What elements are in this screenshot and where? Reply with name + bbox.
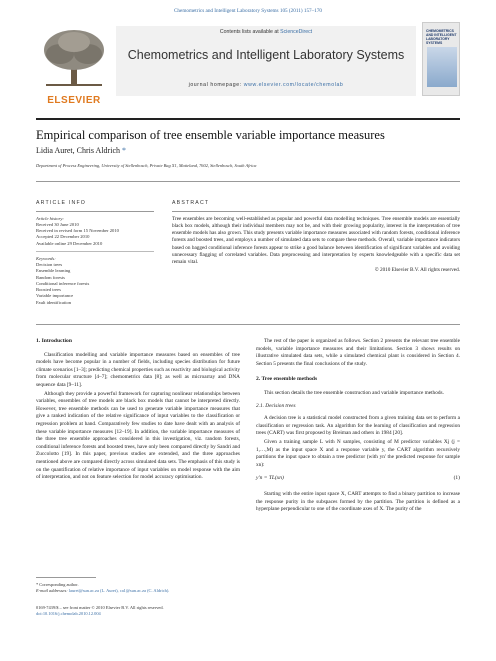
article-info-heading: ARTICLE INFO bbox=[36, 200, 87, 206]
history-item: Available online 29 December 2010 bbox=[36, 240, 103, 246]
copyright: © 2010 Elsevier B.V. All rights reserved. bbox=[374, 266, 460, 273]
keywords-label: Keywords: bbox=[36, 255, 56, 261]
abstract-text: Tree ensembles are becoming well-established as popular and powerful data modelling techniques. Tree ensemble models are essentially black box models, although their individual members may not be, and with their growing popularity, interest in the interpretation of tree ensemble models has also grown. This study presents variable importance measures associated with random forests, conditional inference forests and boosted trees, and employs a number of simulated data sets to compare these methods. Overall, variable importance indicators based on bagged conditional inference forests appear to strike a good balance between identification of significant variables and avoiding unnecessary flagging of correlated variables. Data preprocessing and interpretation by experts knowledgeable with a specific data set remain vital. bbox=[172, 215, 460, 266]
cover-title-line: LABORATORY bbox=[426, 37, 450, 41]
paragraph: Classification modelling and variable importance measures based on ensembles of tree models have become popular in a number of fields, including species distribution for future climate scenarios [1–3]; predicting chemical properties such as reactivity and biological activity from molecular structure [4–7]; chemometrics data [8]; as well as microarray and DNA sequence data [9–11]. bbox=[36, 351, 240, 388]
cover-title-line: CHEMOMETRICS bbox=[426, 29, 454, 33]
keyword: Fault identification bbox=[36, 299, 72, 305]
article-info bbox=[36, 200, 154, 306]
elsevier-tree-icon bbox=[40, 28, 108, 90]
cover-title-line: SYSTEMS bbox=[426, 41, 443, 45]
equation-body: y'n = TL(xn) bbox=[256, 475, 284, 482]
paragraph: The rest of the paper is organized as follows. Section 2 presents the relevant tree ensemble models, variable importance measures and their limitations. Section 3 shows results on illustrative simulated data sets, while a simulated chemical plant is considered in Section 4. Section 5 presents the final conclusions of the study. bbox=[256, 338, 460, 367]
paragraph: Starting with the entire input space X, CART attempts to find a binary partition to increase the response purity in the subspaces formed by the partition. The partition is defined as a hyperplane perpendicular to one of the coordinate axes of X. The purity of the bbox=[256, 490, 460, 513]
cover-image bbox=[427, 47, 457, 87]
email-label: E-mail addresses: bbox=[36, 588, 68, 593]
article-info-rule bbox=[36, 211, 154, 212]
journal-reference: Chemometrics and Intelligent Laboratory Systems 105 (2011) 157–170 bbox=[173, 8, 323, 14]
section-heading: 2. Tree ensemble methods bbox=[256, 376, 318, 383]
elsevier-logo bbox=[36, 22, 112, 106]
homepage-prefix: journal homepage: bbox=[188, 82, 244, 88]
journal-homepage bbox=[116, 82, 416, 88]
cover-title-line: AND INTELLIGENT bbox=[426, 33, 457, 37]
equation-1 bbox=[256, 475, 460, 483]
sciencedirect-link[interactable]: ScienceDirect bbox=[280, 29, 313, 35]
header-rule bbox=[36, 118, 460, 120]
article-title: Empirical comparison of tree ensemble variable importance measures bbox=[36, 128, 385, 142]
equation-number: (1) bbox=[453, 475, 460, 482]
keyword: Decision trees bbox=[36, 261, 63, 267]
section-heading: 1. Introduction bbox=[36, 338, 72, 344]
subsection-heading: 2.1. Decision trees bbox=[256, 402, 296, 409]
contents-prefix: Contents lists available at bbox=[219, 29, 281, 35]
keyword: Boosted trees bbox=[36, 287, 61, 293]
email-line bbox=[36, 588, 240, 594]
footnote-rule bbox=[36, 577, 96, 578]
history-item: Accepted 22 December 2010 bbox=[36, 234, 90, 240]
affiliation: Department of Process Engineering, University of Stellenbosch, Private Bag X1, Matieland, 7602, Stellenbosch, South Africa bbox=[36, 163, 257, 168]
keyword: Variable importance bbox=[36, 293, 74, 299]
keyword: Conditional inference forests bbox=[36, 280, 90, 286]
cover-title bbox=[426, 29, 458, 45]
body-left-column bbox=[36, 338, 240, 483]
abstract-rule bbox=[172, 211, 460, 212]
email-addresses[interactable]: lauret@sun.ac.za (L. Auret), ca1@sun.ac.za (C. Aldrich). bbox=[68, 588, 170, 593]
paragraph: Although they provide a powerful framework for capturing nonlinear relationships between variables, ensembles of tree models are black box models that cannot be interpreted directly. However, tree ensemble methods can be used to generate variable importance measures that give a ranked indication of the relative significance of input variables to the classification or regression problem at hand. Comparatively few studies to date have dealt with an analysis of these variable importance measures [12–19]. In addition, the variable importance measures of the three tree ensemble approaches considered in this investigation, viz. random forests, conditional inference forests and boosted trees, have only been compared directly by Sandri and Zuccolotto [19]. In this paper, previous studies are extended, and the three approaches mentioned above are compared directly across simulated data sets. The emphasis of this study is on the quantification of relative importance of input variables on model response with the aim of interpretation, and not on feature selection for model accuracy optimisation. bbox=[36, 390, 240, 481]
keyword: Ensemble learning bbox=[36, 268, 71, 274]
abstract bbox=[172, 200, 460, 274]
history-item: Received 30 June 2010 bbox=[36, 221, 79, 227]
journal-cover-thumbnail bbox=[422, 22, 460, 96]
paragraph: This section details the tree ensemble construction and variable importance methods. bbox=[264, 389, 444, 396]
issn-block bbox=[36, 605, 240, 617]
paragraph: A decision tree is a statistical model constructed from a given training data set to perform a classification or regression task. An algorithm for the learning of classification and regression trees (CART) was first proposed by Breiman and others in 1984 [20]. bbox=[256, 415, 460, 437]
front-matter-line: 0169-7439/$ – see front matter © 2010 Elsevier B.V. All rights reserved. bbox=[36, 605, 164, 610]
paragraph: Given a training sample L with N samples, consisting of M predictor variables Xj (j = 1,…,M) as the input space X and a response variable y, the CART algorithm recursively partitions the input space to obtain a tree predictor (with yn' the predicted response for sample xn): bbox=[256, 438, 460, 468]
publisher-wordmark: ELSEVIER bbox=[47, 95, 101, 106]
contents-line bbox=[116, 29, 416, 35]
corresponding-author-note: * Corresponding author. bbox=[36, 582, 79, 587]
keyword: Random forests bbox=[36, 274, 65, 280]
journal-title: Chemometrics and Intelligent Laboratory Systems bbox=[127, 48, 405, 62]
section-rule bbox=[36, 181, 460, 182]
abstract-heading: ABSTRACT bbox=[172, 200, 210, 206]
corresponding-author-mark[interactable]: * bbox=[122, 146, 126, 155]
history-item: Received in revised form 15 November 2010 bbox=[36, 228, 119, 234]
masthead bbox=[36, 22, 460, 112]
journal-header-box bbox=[116, 26, 416, 96]
footnote bbox=[36, 582, 240, 594]
authors: Lidia Auret, Chris Aldrich bbox=[36, 146, 120, 155]
body-right-column bbox=[256, 338, 460, 515]
author-line bbox=[36, 146, 126, 155]
body-rule bbox=[36, 324, 460, 325]
homepage-link[interactable]: www.elsevier.com/locate/chemolab bbox=[243, 82, 344, 88]
keywords-rule bbox=[36, 251, 154, 252]
history-label: Article history: bbox=[36, 215, 64, 221]
doi-link[interactable]: doi:10.1016/j.chemolab.2010.12.004 bbox=[36, 611, 101, 616]
